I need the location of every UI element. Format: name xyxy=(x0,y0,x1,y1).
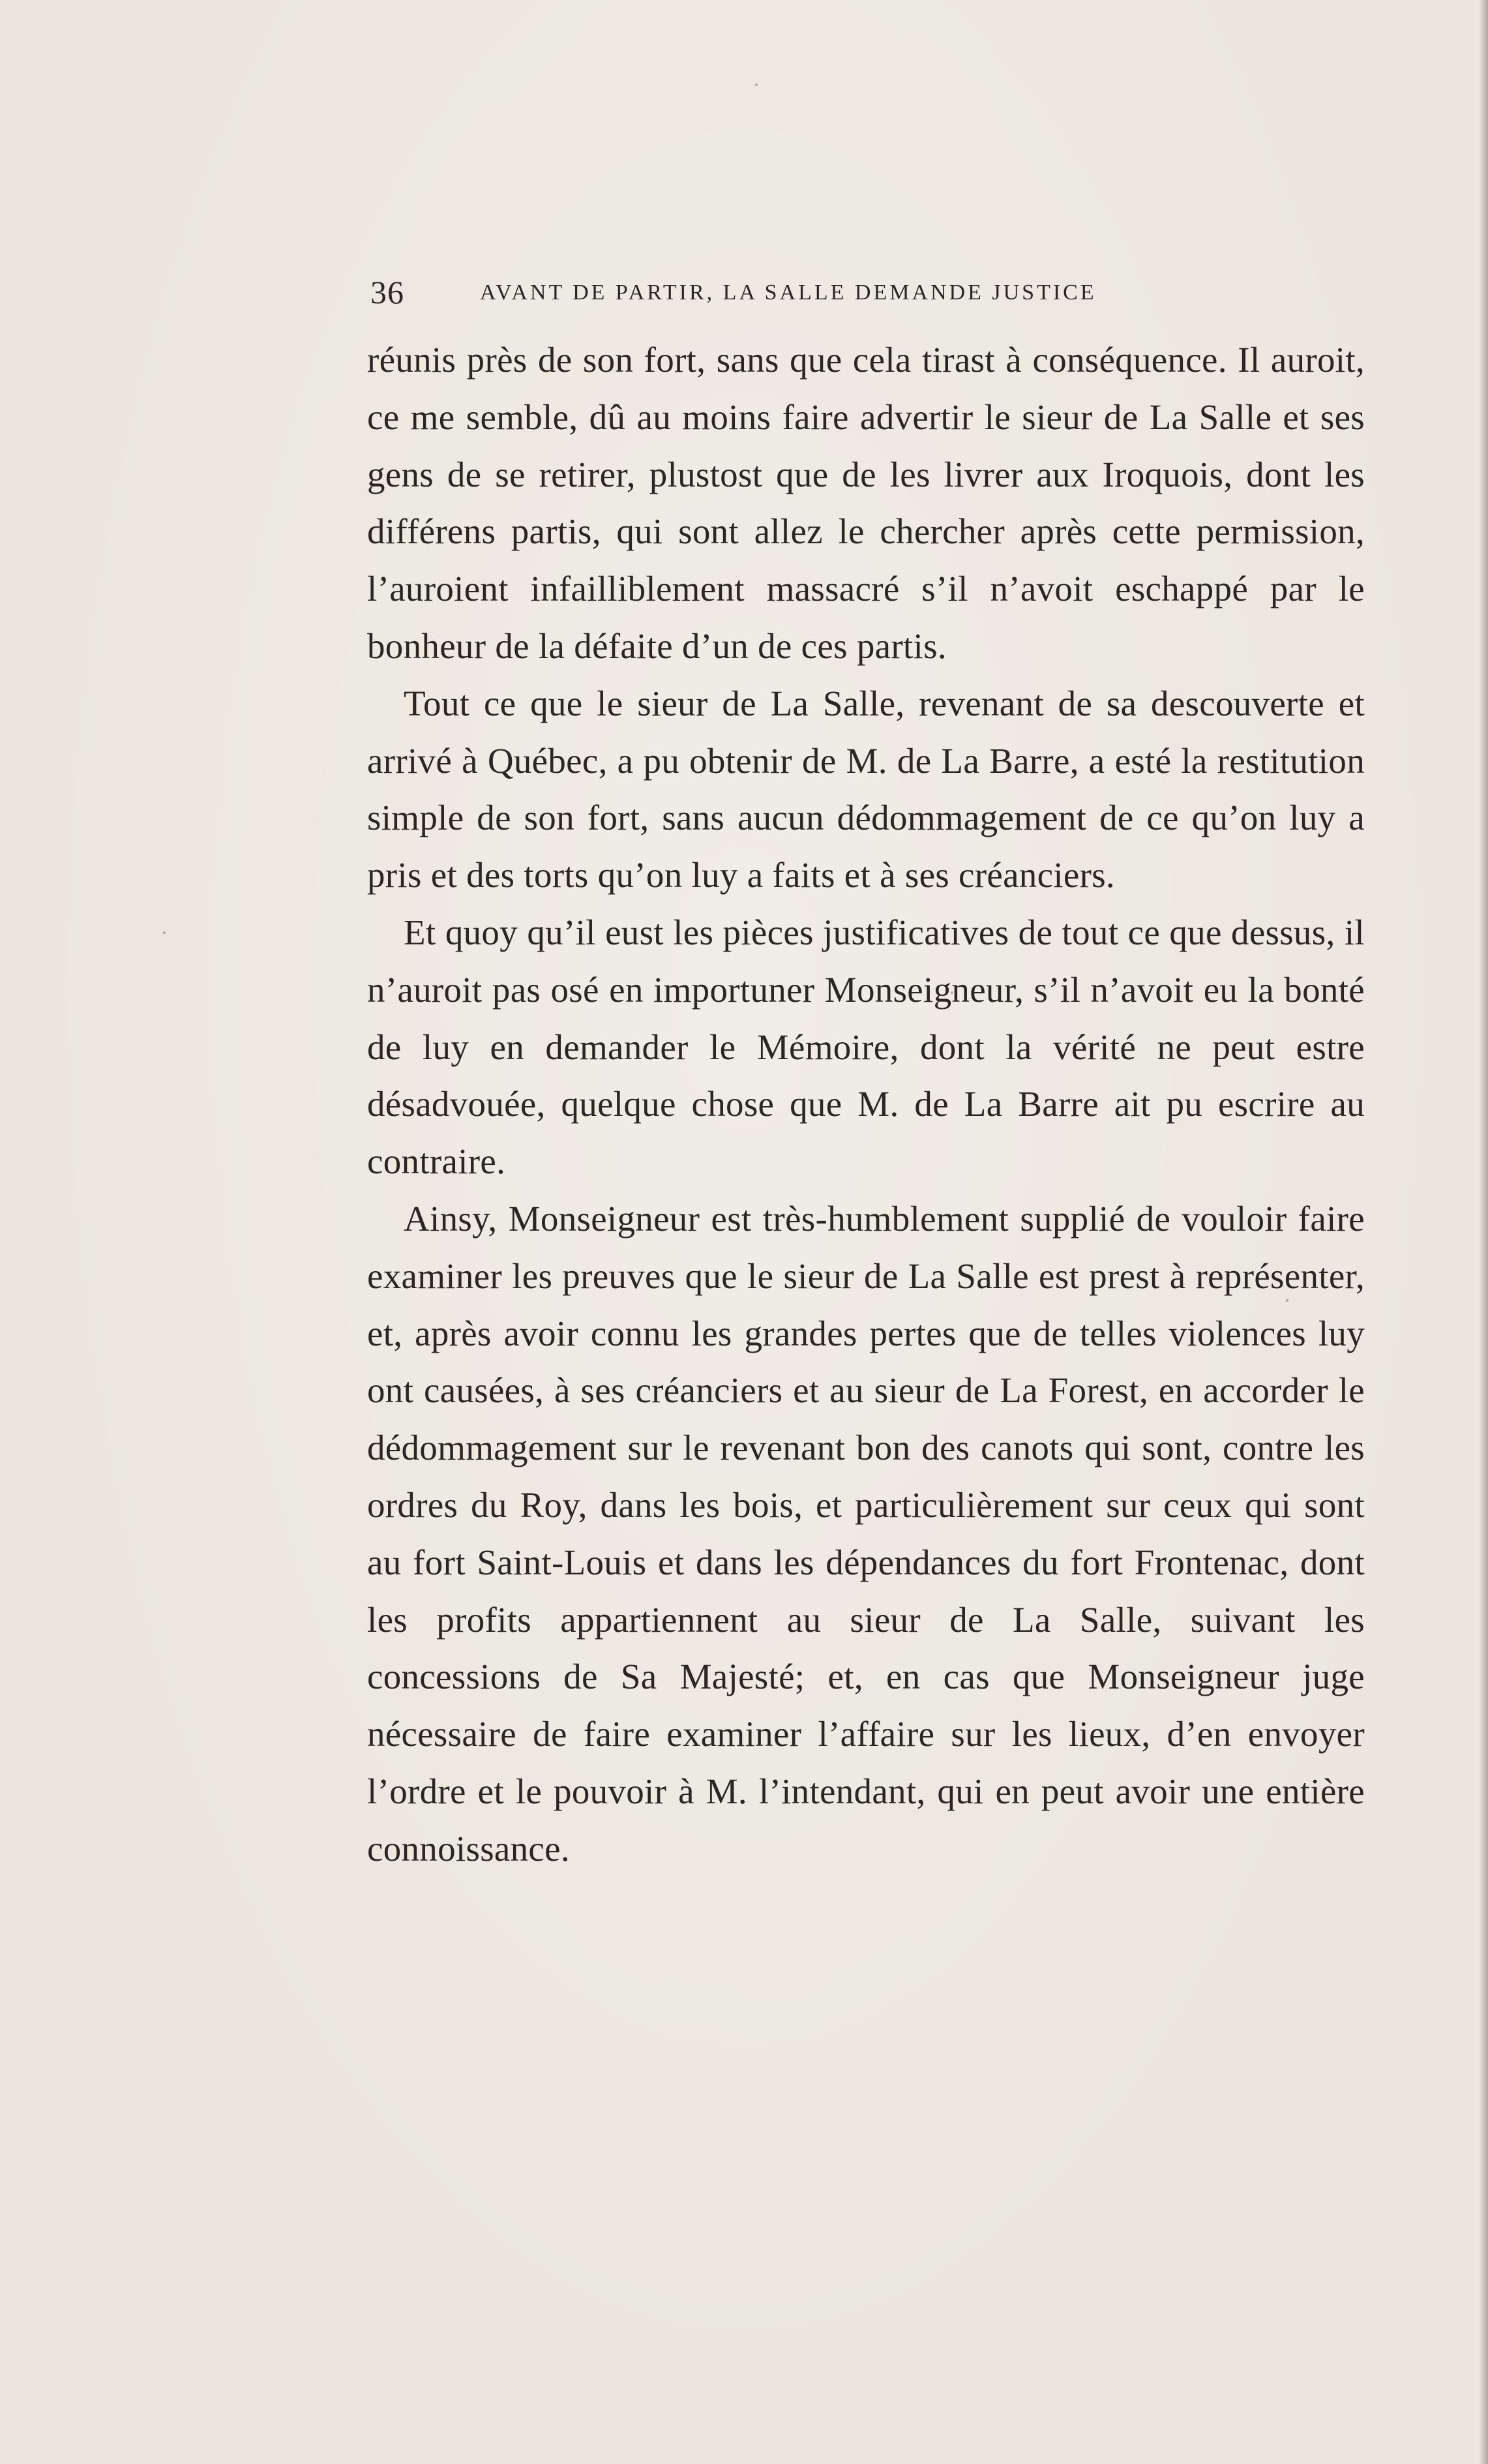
paragraph-2: Tout ce que le sieur de La Salle, revenant de sa descouverte et arrivé à Québec, a pu obtenir de M. de La Barre, a esté la restitution simple de son fort, sans aucun dédommagement de ce qu’on luy a pris et des torts qu’on luy a faits et à ses créanciers. xyxy=(367,683,1365,895)
paragraph-1: réunis près de son fort, sans que cela tirast à conséquence. Il auroit, ce me semble, dû au moins faire advertir le sieur de La Salle et ses gens de se retirer, plustost que de les livrer aux Iroquois, dont les différens partis, qui sont allez le chercher après cette permission, l’auroient infailliblement massacré s’il n’avoit eschappé par le bonheur de la défaite d’un de ces partis. xyxy=(367,340,1365,666)
paragraph-3: Et quoy qu’il eust les pièces justificatives de tout ce que dessus, il n’auroit pas osé en importuner Monseigneur, s’il n’avoit eu la bonté de luy en demander le Mémoire, dont la vérité ne peut estre désadvouée, quelque chose que M. de La Barre ait pu escrire au contraire. xyxy=(367,912,1365,1182)
page-edge-shadow xyxy=(1479,0,1488,2464)
body-text xyxy=(367,331,1365,1878)
paper-speck xyxy=(755,83,758,86)
page-header xyxy=(370,273,1368,312)
page-number: 36 xyxy=(370,274,404,310)
paper-speck xyxy=(163,931,166,934)
paragraph-4: Ainsy, Monseigneur est très-humblement supplié de vouloir faire examiner les preuves que le sieur de La Salle est prest à représenter, et, après avoir connu les grandes pertes que de telles violences luy ont causées, à ses créanciers et au sieur de La Forest, en accorder le dédommagement sur le revenant bon des canots qui sont, contre les ordres du Roy, dans les bois, et particulièrement sur ceux qui sont au fort Saint-Louis et dans les dépendances du fort Frontenac, dont les profits appartiennent au sieur de La Salle, suivant les concessions de Sa Majesté; et, en cas que Monseigneur juge nécessaire de faire examiner l’affaire sur les lieux, d’en envoyer l’ordre et le pouvoir à M. l’intendant, qui en peut avoir une entière connoissance. xyxy=(367,1198,1365,1869)
running-title: AVANT DE PARTIR, LA SALLE DEMANDE JUSTICE xyxy=(480,280,1097,305)
